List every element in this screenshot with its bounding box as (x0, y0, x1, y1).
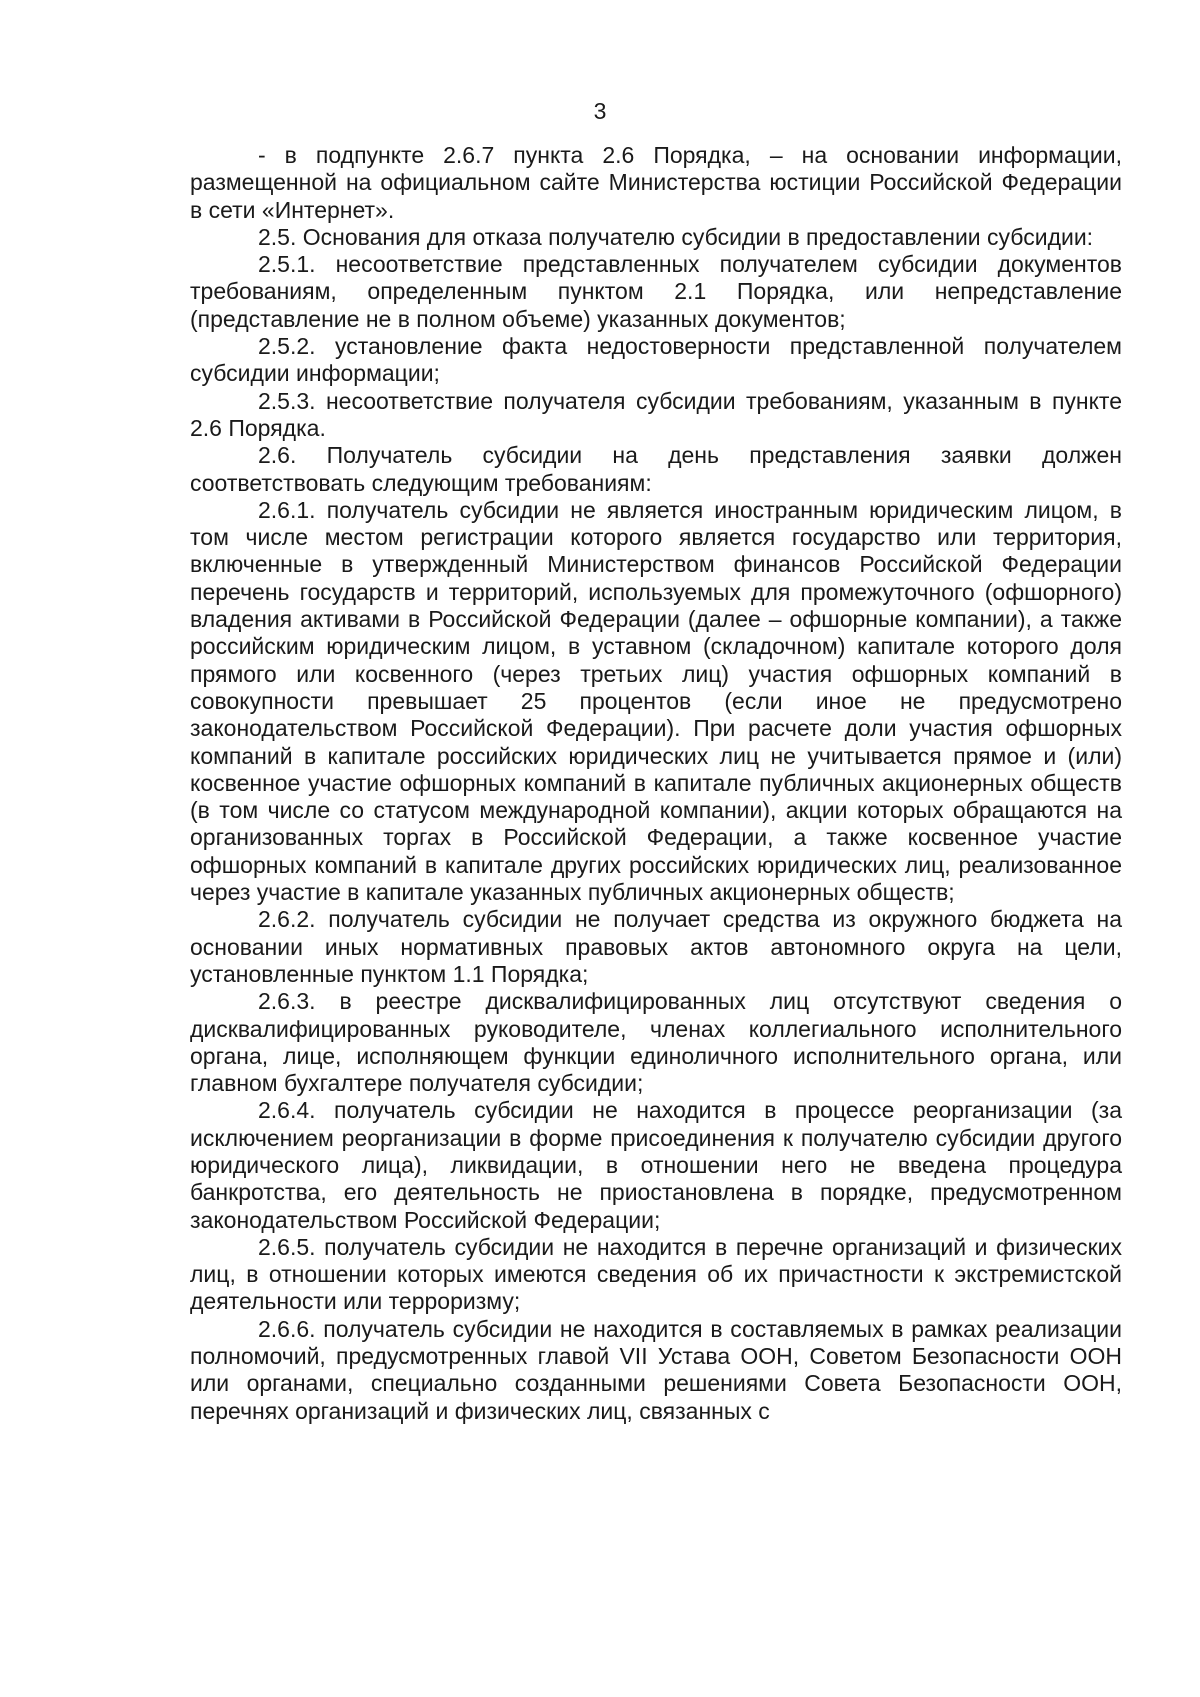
paragraph-2-6-1: 2.6.1. получатель субсидии не является иностранным юридическим лицом, в том числе местом регистрации которого является государство или территория, включенные в утвержденный Министерством финансов Российской Федерации перечень государств и территорий, используемых для промежуточного (офшорного) владения активами в Российской Федерации (далее – офшорные компании), а также российским юридическим лицом, в уставном (складочном) капитале которого доля прямого или косвенного (через третьих лиц) участия офшорных компаний в совокупности превышает 25 процентов (если иное не предусмотрено законодательством Российской Федерации). При расчете доли участия офшорных компаний в капитале российских юридических лиц не учитывается прямое и (или) косвенное участие офшорных компаний в капитале публичных акционерных обществ (в том числе со статусом международной компании), акции которых обращаются на организованных торгах в Российской Федерации, а также косвенное участие офшорных компаний в капитале других российских юридических лиц, реализованное через участие в капитале указанных публичных акционерных обществ; (190, 496, 1122, 906)
paragraph-2-6-5: 2.6.5. получатель субсидии не находится в перечне организаций и физических лиц, в отношении которых имеются сведения об их причастности к экстремистской деятельности или терроризму; (190, 1233, 1122, 1315)
paragraph-2-5: 2.5. Основания для отказа получателю субсидии в предоставлении субсидии: (258, 223, 1094, 250)
document-body (190, 142, 1122, 1425)
paragraph-2-5-2: 2.5.2. установление факта недостоверности представленной получателем субсидии информации; (190, 333, 1122, 387)
paragraph-2-6-4: 2.6.4. получатель субсидии не находится в процессе реорганизации (за исключением реорганизации в форме присоединения к получателю субсидии другого юридического лица), ликвидации, в отношении него не введена процедура банкротства, его деятельность не приостановлена в порядке, предусмотренном законодательством Российской Федерации; (190, 1097, 1122, 1233)
paragraph-2-5-1: 2.5.1. несоответствие представленных получателем субсидии документов требованиям, определенным пунктом 2.1 Порядка, или непредставление (представление не в полном объеме) указанных документов; (190, 251, 1122, 332)
paragraph-2-6-3: 2.6.3. в реестре дисквалифицированных лиц отсутствуют сведения о дисквалифицированных руководителе, членах коллегиального исполнительного органа, лице, исполняющем функции единоличного исполнительного органа, или главном бухгалтере получателя субсидии; (190, 988, 1122, 1097)
paragraph-intro-2-6-7: - в подпункте 2.6.7 пункта 2.6 Порядка, – на основании информации, размещенной на официальном сайте Министерства юстиции Российской Федерации в сети «Интернет». (190, 142, 1122, 223)
page-number: 3 (593, 98, 607, 124)
paragraph-2-5-3: 2.5.3. несоответствие получателя субсидии требованиям, указанным в пункте 2.6 Порядка. (190, 387, 1122, 441)
paragraph-2-6-6: 2.6.6. получатель субсидии не находится в составляемых в рамках реализации полномочий, предусмотренных главой VII Устава ООН, Советом Безопасности ООН или органами, специально созданными решениями Совета Безопасности ООН, перечнях организаций и физических лиц, связанных с (190, 1315, 1122, 1424)
paragraph-2-6: 2.6. Получатель субсидии на день представления заявки должен соответствовать следующим требованиям: (190, 442, 1122, 496)
paragraph-2-6-2: 2.6.2. получатель субсидии не получает средства из окружного бюджета на основании иных нормативных правовых актов автономного округа на цели, установленные пунктом 1.1 Порядка; (190, 906, 1122, 987)
